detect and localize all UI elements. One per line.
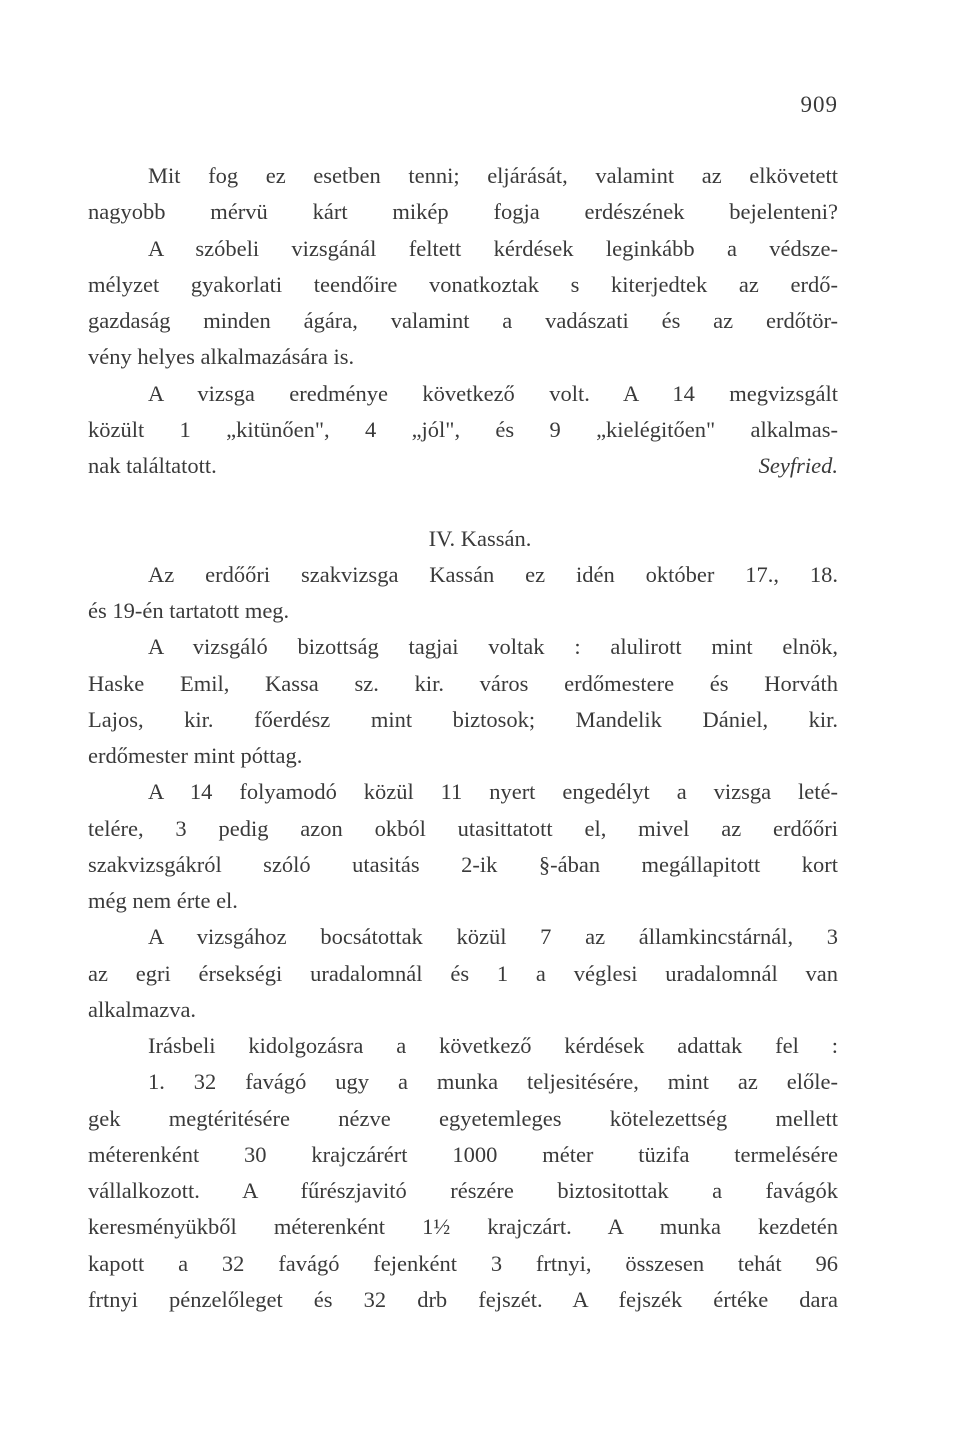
text-line: A szóbeli vizsgánál feltett kérdések leginkább a védsze- — [148, 235, 838, 261]
text-line: A vizsga eredménye következő volt. A 14 megvizsgált — [148, 380, 838, 406]
text-line: erdőmester mint póttag. — [88, 743, 303, 768]
text-line: A vizsgához bocsátottak közül 7 az államkincstárnál, 3 — [148, 924, 838, 950]
page-number: 909 — [800, 92, 838, 117]
text-line: még nem érte el. — [88, 888, 238, 913]
text-line: 1. 32 favágó ugy a munka teljesitésére, mint az előle- — [148, 1069, 838, 1095]
text-line: kapott a 32 favágó fejenként 3 frtnyi, összesen tehát 96 — [88, 1250, 838, 1276]
text-line: Haske Emil, Kassa sz. kir. város erdőmestere és Horváth — [88, 670, 838, 696]
text-line: szakvizsgákról szóló utasitás 2-ik §-ában megállapitott kort — [88, 851, 838, 877]
text-line: gek megtéritésére nézve egyetemleges kötelezettség mellett — [88, 1105, 838, 1131]
text-line: és 19-én tartatott meg. — [88, 598, 290, 623]
text-line: gazdaság minden ágára, valamint a vadászati és az erdőtör- — [88, 308, 838, 333]
text-line: alkalmazva. — [88, 996, 197, 1022]
text-line: vállalkozott. A fűrészjavitó részére biztositottak a favágók — [88, 1178, 838, 1203]
text-line: IV. Kassán. — [428, 525, 532, 551]
text-line: mélyzet gyakorlati teendőire vonatkoztak s kiterjedtek az erdő- — [88, 271, 838, 297]
text-line: A vizsgáló bizottság tagjai voltak : alulirott mint elnök, — [148, 634, 838, 660]
text-line: nak találtatott. — [88, 453, 217, 478]
text-line: telére, 3 pedig azon okból utasittatott el, mivel az erdőőri — [88, 815, 838, 841]
text-line: keresményükből méterenként 1½ krajczárt. A munka kezdetén — [88, 1214, 838, 1240]
text-line: frtnyi pénzelőleget és 32 drb fejszét. A fejszék értéke dara — [88, 1286, 838, 1312]
text-line: Irásbeli kidolgozásra a következő kérdések adattak fel : — [148, 1033, 838, 1058]
text-line: nagyobb mérvü kárt mikép fogja erdészének bejelenteni? — [88, 199, 838, 225]
text-line: A 14 folyamodó közül 11 nyert engedélyt a vizsga leté- — [148, 779, 838, 805]
text-line: közült 1 „kitünően", 4 „jól", és 9 „kielégitően" alkalmas- — [88, 416, 838, 442]
text-line: Az erdőőri szakvizsga Kassán ez idén október 17., 18. — [148, 561, 838, 587]
text-line: Lajos, kir. főerdész mint biztosok; Mandelik Dániel, kir. — [88, 706, 838, 732]
signature: Seyfried. — [758, 453, 838, 478]
text-line: méterenként 30 krajczárért 1000 méter tüzifa termelésére — [88, 1141, 838, 1167]
text-line: az egri érsekségi uradalomnál és 1 a véglesi uradalomnál van — [88, 960, 838, 986]
text-line: Mit fog ez esetben tenni; eljárását, valamint az elkövetett — [148, 163, 838, 188]
text-line: vény helyes alkalmazására is. — [88, 344, 355, 370]
